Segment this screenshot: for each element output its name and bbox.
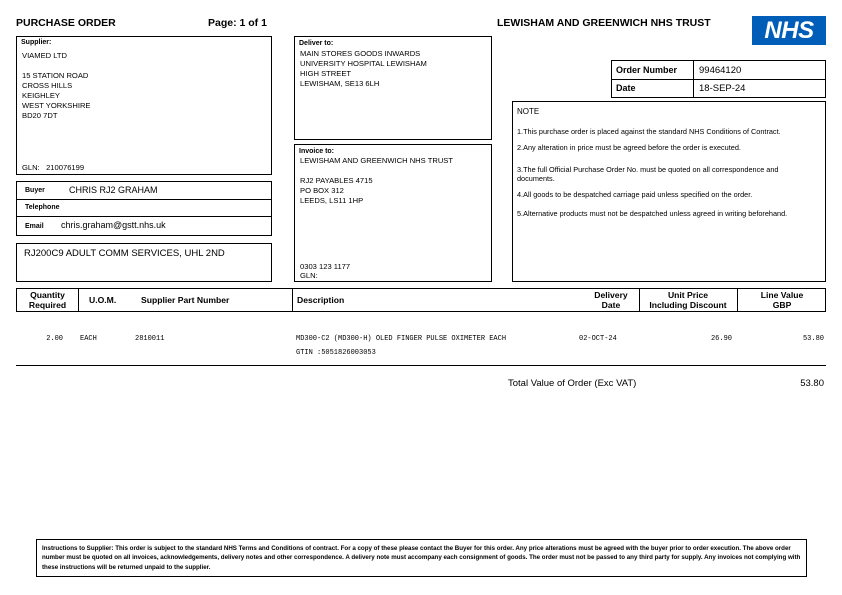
divider	[693, 61, 694, 97]
row-line-value: 53.80	[802, 335, 824, 343]
row-quantity: 2.00	[46, 335, 63, 343]
row-unit-price: 26.90	[710, 335, 732, 343]
col-header-line: Unit Price	[667, 290, 709, 300]
divider	[292, 289, 293, 311]
col-header-line: Required	[28, 300, 67, 310]
divider	[17, 216, 271, 217]
row-delivery-date: 02-OCT-24	[579, 335, 617, 343]
total-label: Total Value of Order (Exc VAT)	[508, 378, 637, 389]
note-item: 2.Any alteration in price must be agreed before the order is executed.	[517, 143, 741, 153]
col-header-description: Description	[297, 295, 345, 305]
buyer-label: Buyer	[25, 187, 45, 194]
deliver-to-box	[294, 36, 492, 140]
note-item: 5.Alternative products must not be despatched unless agreed in writing beforehand.	[517, 209, 788, 219]
supplier-line: CROSS HILLS	[22, 81, 73, 90]
invoice-to-phone: 0303 123 1177	[300, 262, 351, 271]
invoice-to-box	[294, 144, 492, 282]
deliver-to-label: Deliver to:	[299, 40, 334, 47]
row-gtin: GTIN :5051826003053	[296, 349, 376, 357]
invoice-to-gln-label: GLN:	[300, 271, 318, 280]
table-header	[16, 288, 826, 312]
page-value: 1 of 1	[239, 17, 267, 29]
supplier-line	[22, 61, 91, 71]
col-header-line: Delivery	[594, 290, 628, 300]
order-number-value: 99464120	[699, 65, 742, 76]
page-indicator	[208, 17, 267, 29]
total-value: 53.80	[800, 378, 824, 389]
notes-list	[517, 127, 817, 219]
col-header-line: Line Value	[760, 290, 804, 300]
page-label: Page:	[208, 17, 237, 29]
email-label: Email	[25, 223, 44, 230]
nhs-logo	[752, 16, 826, 45]
document-title: PURCHASE ORDER	[16, 17, 116, 29]
col-header-line-value	[737, 290, 827, 310]
note-item: 1.This purchase order is placed against the standard NHS Conditions of Contract.	[517, 127, 781, 136]
notes-title: NOTE	[517, 107, 540, 116]
col-header-quantity	[17, 290, 78, 310]
telephone-label: Telephone	[25, 204, 60, 211]
note-item: 3.The full Official Purchase Order No. must be quoted on all correspondence and documents.	[517, 164, 779, 183]
supplier-gln	[22, 163, 84, 173]
col-header-line: GBP	[772, 300, 792, 310]
supplier-gln-value: 210076199	[46, 163, 85, 172]
date-value: 18-SEP-24	[699, 83, 746, 94]
invoice-to-line: LEWISHAM AND GREENWICH NHS TRUST	[300, 156, 454, 165]
col-header-unit-price	[639, 290, 737, 310]
supplier-box	[16, 36, 272, 175]
department-box	[16, 243, 272, 282]
deliver-to-line: UNIVERSITY HOSPITAL LEWISHAM	[300, 59, 427, 68]
divider	[17, 199, 271, 200]
col-header-part-number: Supplier Part Number	[141, 295, 230, 305]
supplier-line: KEIGHLEY	[22, 91, 60, 100]
buyer-value: CHRIS RJ2 GRAHAM	[69, 185, 158, 195]
col-header-line: Including Discount	[649, 300, 727, 310]
invoice-to-line	[300, 166, 453, 176]
row-part-number: 2810011	[135, 335, 165, 343]
deliver-to-address	[300, 49, 427, 89]
supplier-line: 15 STATION ROAD	[22, 71, 89, 80]
divider	[612, 79, 825, 80]
deliver-to-line: HIGH STREET	[300, 69, 352, 78]
date-label: Date	[616, 83, 636, 93]
row-description: MD300-C2 (MD300-H) OLED FINGER PULSE OXIMETER EACH	[296, 335, 507, 343]
invoice-to-address	[300, 156, 453, 206]
trust-name: LEWISHAM AND GREENWICH NHS TRUST	[497, 17, 711, 29]
col-header-line: Quantity	[30, 290, 65, 300]
deliver-to-line: MAIN STORES GOODS INWARDS	[300, 49, 421, 58]
supplier-line: WEST YORKSHIRE	[22, 101, 91, 110]
invoice-to-line: PO BOX 312	[300, 186, 344, 195]
nhs-logo-text: NHS	[764, 17, 814, 44]
col-header-delivery-date	[577, 290, 645, 310]
order-number-label: Order Number	[616, 65, 678, 75]
invoice-to-line: RJ2 PAYABLES 4715	[300, 176, 373, 185]
buyer-box	[16, 181, 272, 236]
invoice-to-label: Invoice to:	[299, 148, 335, 155]
supplier-address	[22, 51, 91, 121]
department-value: RJ200C9 ADULT COMM SERVICES, UHL 2ND	[24, 248, 225, 259]
table-row	[16, 312, 826, 366]
col-header-line: Date	[601, 300, 621, 310]
supplier-label: Supplier:	[21, 39, 52, 46]
supplier-gln-label: GLN:	[22, 163, 40, 172]
email-value[interactable]: chris.graham@gstt.nhs.uk	[61, 220, 166, 230]
footer-instructions-box	[36, 539, 807, 577]
supplier-line: BD20 7DT	[22, 111, 58, 120]
supplier-line: VIAMED LTD	[22, 51, 68, 60]
col-header-uom: U.O.M.	[89, 295, 117, 305]
note-item: 4.All goods to be despatched carriage paid unless specified on the order.	[517, 190, 753, 200]
invoice-to-line: LEEDS, LS11 1HP	[300, 196, 364, 205]
deliver-to-line: LEWISHAM, SE13 6LH	[300, 79, 380, 88]
footer-instructions: Instructions to Supplier: This order is subject to the standard NHS Terms and Conditions of contract. For a copy of these please contact the Buyer for this order. Any price alterations must be agreed with the buyer prior to order execution. The above order number must be quoted on all invoices, acknowledgements, delivery notes and other correspondence. A delivery note must accompany each consignment of goods. The order must not be passed to any third party for supply. Any invoices not complying with these instructions will be returned unpaid to the supplier.	[42, 545, 801, 571]
divider	[78, 289, 79, 311]
order-info-box	[611, 60, 826, 98]
notes-box	[512, 101, 826, 282]
row-uom: EACH	[80, 335, 97, 343]
